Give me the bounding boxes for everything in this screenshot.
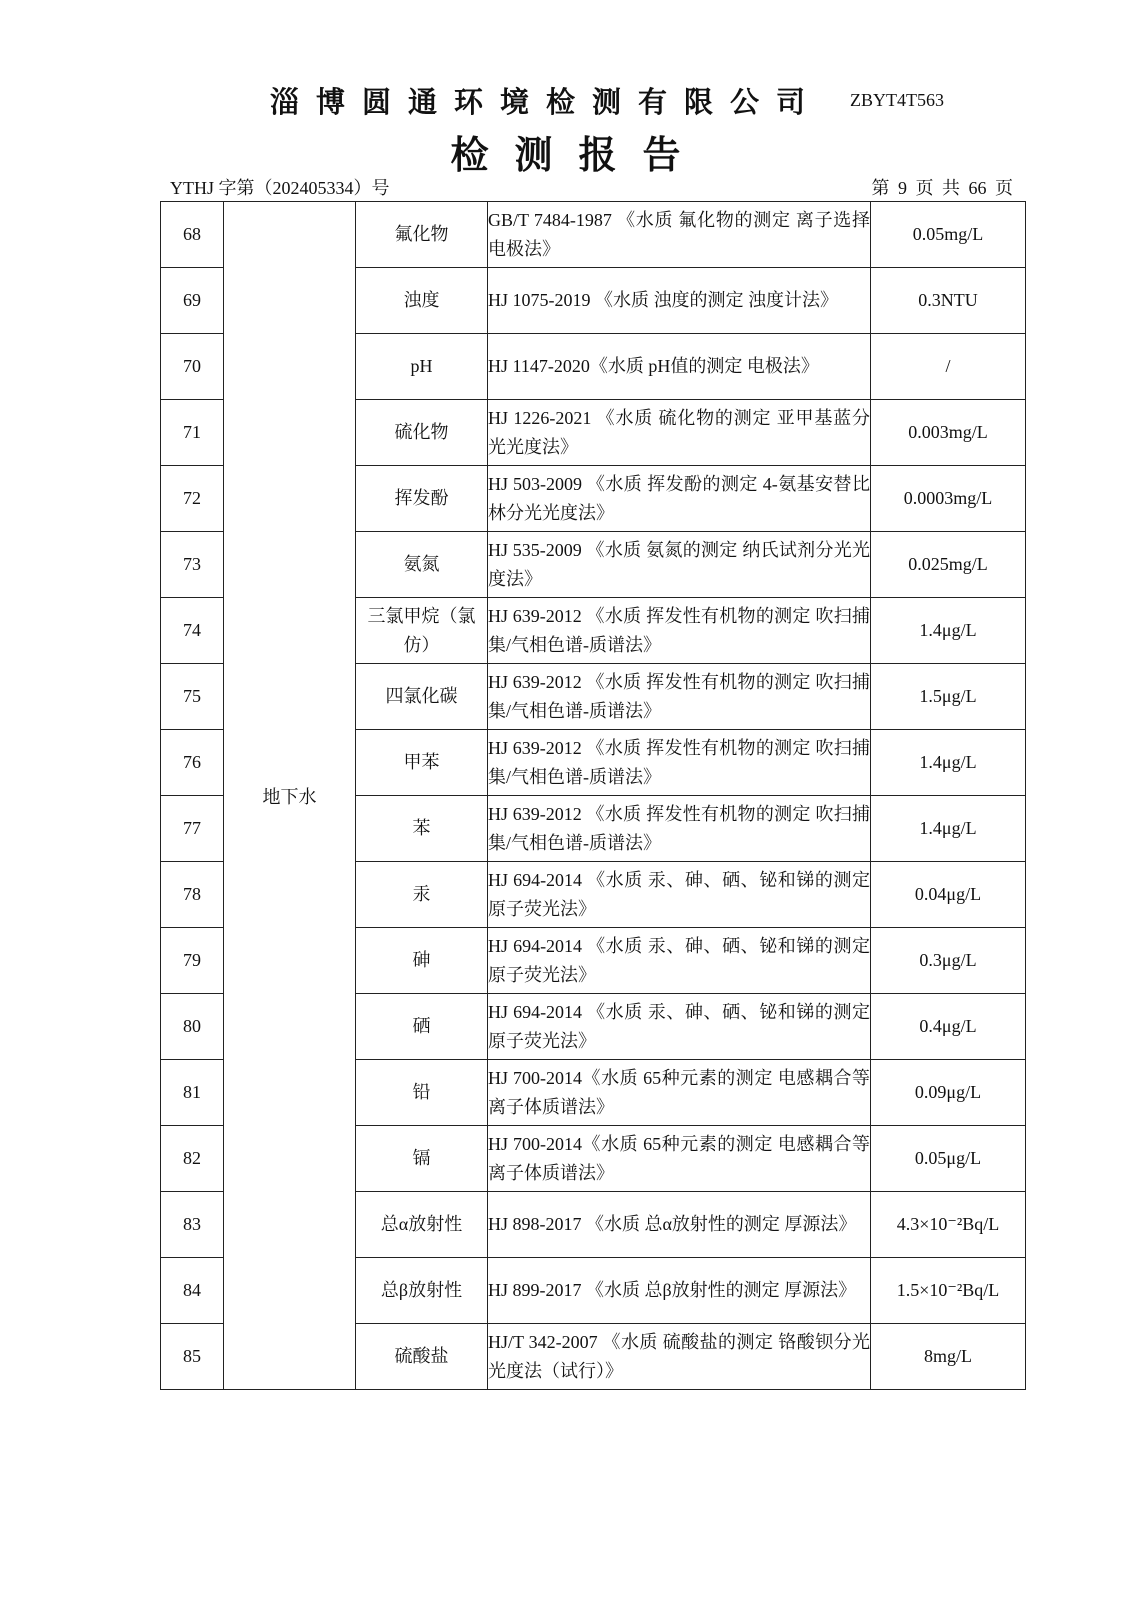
- test-item: 甲苯: [356, 730, 488, 796]
- sample-matrix: 地下水: [224, 202, 356, 1390]
- test-method: HJ 1147-2020《水质 pH值的测定 电极法》: [488, 334, 871, 400]
- test-method: HJ 503-2009 《水质 挥发酚的测定 4-氨基安替比林分光光度法》: [488, 466, 871, 532]
- row-number: 74: [161, 598, 224, 664]
- report-title: 检测报告: [450, 133, 707, 177]
- row-number: 72: [161, 466, 224, 532]
- row-number: 82: [161, 1126, 224, 1192]
- row-number: 68: [161, 202, 224, 268]
- detection-limit: 4.3×10⁻²Bq/L: [871, 1192, 1026, 1258]
- test-method: GB/T 7484-1987 《水质 氟化物的测定 离子选择电极法》: [488, 202, 871, 268]
- row-number: 79: [161, 928, 224, 994]
- detection-limit: 0.0003mg/L: [871, 466, 1026, 532]
- test-item: 苯: [356, 796, 488, 862]
- detection-limit: 0.003mg/L: [871, 400, 1026, 466]
- test-method: HJ 694-2014 《水质 汞、砷、硒、铋和锑的测定 原子荧光法》: [488, 994, 871, 1060]
- test-item: pH: [356, 334, 488, 400]
- row-number: 85: [161, 1324, 224, 1390]
- detection-limit: 0.3NTU: [871, 268, 1026, 334]
- test-item: 硫酸盐: [356, 1324, 488, 1390]
- test-item: 四氯化碳: [356, 664, 488, 730]
- row-number: 76: [161, 730, 224, 796]
- test-item: 硫化物: [356, 400, 488, 466]
- detection-limit: 1.4μg/L: [871, 796, 1026, 862]
- test-method: HJ 639-2012 《水质 挥发性有机物的测定 吹扫捕集/气相色谱-质谱法》: [488, 598, 871, 664]
- test-item: 氨氮: [356, 532, 488, 598]
- detection-limit: 1.4μg/L: [871, 598, 1026, 664]
- company-name: 淄博圆通环境检测有限公司: [270, 85, 823, 119]
- test-method: HJ 700-2014《水质 65种元素的测定 电感耦合等离子体质谱法》: [488, 1126, 871, 1192]
- test-method: HJ 694-2014 《水质 汞、砷、硒、铋和锑的测定 原子荧光法》: [488, 862, 871, 928]
- detection-limit: 0.09μg/L: [871, 1060, 1026, 1126]
- row-number: 77: [161, 796, 224, 862]
- detection-limit: 0.3μg/L: [871, 928, 1026, 994]
- detection-limit: 0.04μg/L: [871, 862, 1026, 928]
- test-method: HJ 639-2012 《水质 挥发性有机物的测定 吹扫捕集/气相色谱-质谱法》: [488, 664, 871, 730]
- row-number: 73: [161, 532, 224, 598]
- detection-limit: 1.5μg/L: [871, 664, 1026, 730]
- test-item: 挥发酚: [356, 466, 488, 532]
- test-item: 氟化物: [356, 202, 488, 268]
- report-number: YTHJ 字第（202405334）号: [170, 178, 390, 198]
- detection-limit: 0.05μg/L: [871, 1126, 1026, 1192]
- test-method: HJ/T 342-2007 《水质 硫酸盐的测定 铬酸钡分光光度法（试行）》: [488, 1324, 871, 1390]
- detection-limit: 1.5×10⁻²Bq/L: [871, 1258, 1026, 1324]
- test-method: HJ 639-2012 《水质 挥发性有机物的测定 吹扫捕集/气相色谱-质谱法》: [488, 796, 871, 862]
- test-method: HJ 700-2014《水质 65种元素的测定 电感耦合等离子体质谱法》: [488, 1060, 871, 1126]
- detection-limit: 0.05mg/L: [871, 202, 1026, 268]
- page-info: 第 9 页 共 66 页: [871, 178, 1013, 198]
- test-item: 硒: [356, 994, 488, 1060]
- test-method: HJ 899-2017 《水质 总β放射性的测定 厚源法》: [488, 1258, 871, 1324]
- table-row: [161, 202, 1026, 268]
- row-number: 71: [161, 400, 224, 466]
- table-body: [161, 202, 1026, 1390]
- test-item: 砷: [356, 928, 488, 994]
- test-item: 浊度: [356, 268, 488, 334]
- test-item: 铅: [356, 1060, 488, 1126]
- row-number: 78: [161, 862, 224, 928]
- detection-limit: /: [871, 334, 1026, 400]
- test-item: 三氯甲烷（氯仿）: [356, 598, 488, 664]
- test-item: 汞: [356, 862, 488, 928]
- detection-limit: 0.025mg/L: [871, 532, 1026, 598]
- methods-table: [160, 201, 1026, 1390]
- row-number: 70: [161, 334, 224, 400]
- row-number: 80: [161, 994, 224, 1060]
- test-method: HJ 1226-2021 《水质 硫化物的测定 亚甲基蓝分光光度法》: [488, 400, 871, 466]
- test-item: 镉: [356, 1126, 488, 1192]
- detection-limit: 8mg/L: [871, 1324, 1026, 1390]
- detection-limit: 0.4μg/L: [871, 994, 1026, 1060]
- row-number: 75: [161, 664, 224, 730]
- row-number: 83: [161, 1192, 224, 1258]
- test-method: HJ 535-2009 《水质 氨氮的测定 纳氏试剂分光光度法》: [488, 532, 871, 598]
- row-number: 84: [161, 1258, 224, 1324]
- test-item: 总β放射性: [356, 1258, 488, 1324]
- row-number: 69: [161, 268, 224, 334]
- row-number: 81: [161, 1060, 224, 1126]
- document-code: ZBYT4T563: [850, 90, 944, 110]
- test-item: 总α放射性: [356, 1192, 488, 1258]
- detection-limit: 1.4μg/L: [871, 730, 1026, 796]
- test-method: HJ 898-2017 《水质 总α放射性的测定 厚源法》: [488, 1192, 871, 1258]
- test-method: HJ 694-2014 《水质 汞、砷、硒、铋和锑的测定 原子荧光法》: [488, 928, 871, 994]
- test-method: HJ 1075-2019 《水质 浊度的测定 浊度计法》: [488, 268, 871, 334]
- test-method: HJ 639-2012 《水质 挥发性有机物的测定 吹扫捕集/气相色谱-质谱法》: [488, 730, 871, 796]
